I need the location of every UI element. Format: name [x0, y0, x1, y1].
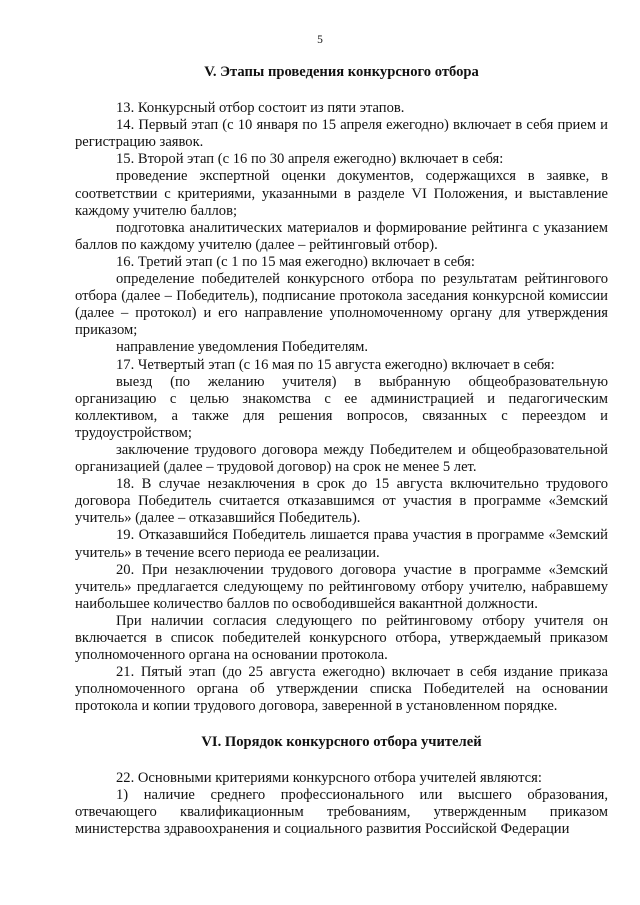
section-heading-v: V. Этапы проведения конкурсного отбора	[204, 64, 479, 80]
paragraph: 22. Основными критериями конкурсного отбора учителей являются:	[116, 769, 542, 786]
paragraph: 21. Пятый этап (до 25 августа ежегодно) включает в себя издание приказа уполномоченного органа об утверждении списка Победителей на основании протокола и копии трудового договора, заверенной в установленном порядке.	[75, 664, 608, 715]
paragraph: 18. В случае незаключения в срок до 15 августа включительно трудового договора Победитель считается отказавшимся от участия в программе «Земский учитель» (далее – отказавшийся Победитель).	[75, 476, 608, 527]
paragraph: подготовка аналитических материалов и формирование рейтинга с указанием баллов по каждому учителю (далее – рейтинговый отбор).	[75, 219, 608, 253]
paragraph: проведение экспертной оценки документов, содержащихся в заявке, в соответствии с критериями, указанными в разделе VI Положения, и выставление каждому учителю баллов;	[75, 168, 608, 219]
paragraph: 14. Первый этап (с 10 января по 15 апреля ежегодно) включает в себя прием и регистрацию заявок.	[75, 117, 608, 151]
paragraph: При наличии согласия следующего по рейтинговому отбору учителя он включается в список победителей конкурсного отбора, утверждаемый приказом уполномоченного органа на основании протокола.	[75, 612, 608, 664]
paragraph: 17. Четвертый этап (с 16 мая по 15 августа ежегодно) включает в себя:	[116, 356, 555, 373]
paragraph: направление уведомления Победителям.	[116, 339, 369, 356]
paragraph: 1) наличие среднего профессионального или высшего образования, отвечающего квалификационным требованиям, утвержденным приказом министерства здравоохранения и социального развития Российской Федерации	[75, 786, 608, 837]
paragraph: 13. Конкурсный отбор состоит из пяти этапов.	[116, 100, 405, 117]
paragraph: заключение трудового договора между Победителем и общеобразовательной организацией (далее – трудовой договор) на срок не менее 5 лет.	[75, 441, 608, 476]
paragraph: 19. Отказавшийся Победитель лишается права участия в программе «Земский учитель» в течение всего периода ее реализации.	[75, 527, 608, 561]
paragraph: 16. Третий этап (с 1 по 15 мая ежегодно) включает в себя:	[116, 253, 475, 270]
paragraph: выезд (по желанию учителя) в выбранную общеобразовательную организацию с целью знакомства с ее администрацией и педагогическим коллективом, а также для решения вопросов, связанных с переездом и трудоустройством;	[75, 373, 608, 441]
paragraph: определение победителей конкурсного отбора по результатам рейтингового отбора (далее – Победитель), подписание протокола заседания конкурсной комиссии (далее – протокол) и его направление уполномоченному органу для утверждения приказом;	[75, 271, 608, 339]
section-heading-vi: VI. Порядок конкурсного отбора учителей	[201, 734, 482, 751]
page-number: 5	[317, 34, 323, 46]
document-body	[75, 60, 608, 838]
paragraph: 15. Второй этап (с 16 по 30 апреля ежегодно) включает в себя:	[116, 151, 504, 168]
paragraph: 20. При незаключении трудового договора участие в программе «Земский учитель» предлагается следующему по рейтинговому отбору учителю, набравшему наибольшее количество баллов по освободившейся вакантной должности.	[75, 561, 608, 612]
